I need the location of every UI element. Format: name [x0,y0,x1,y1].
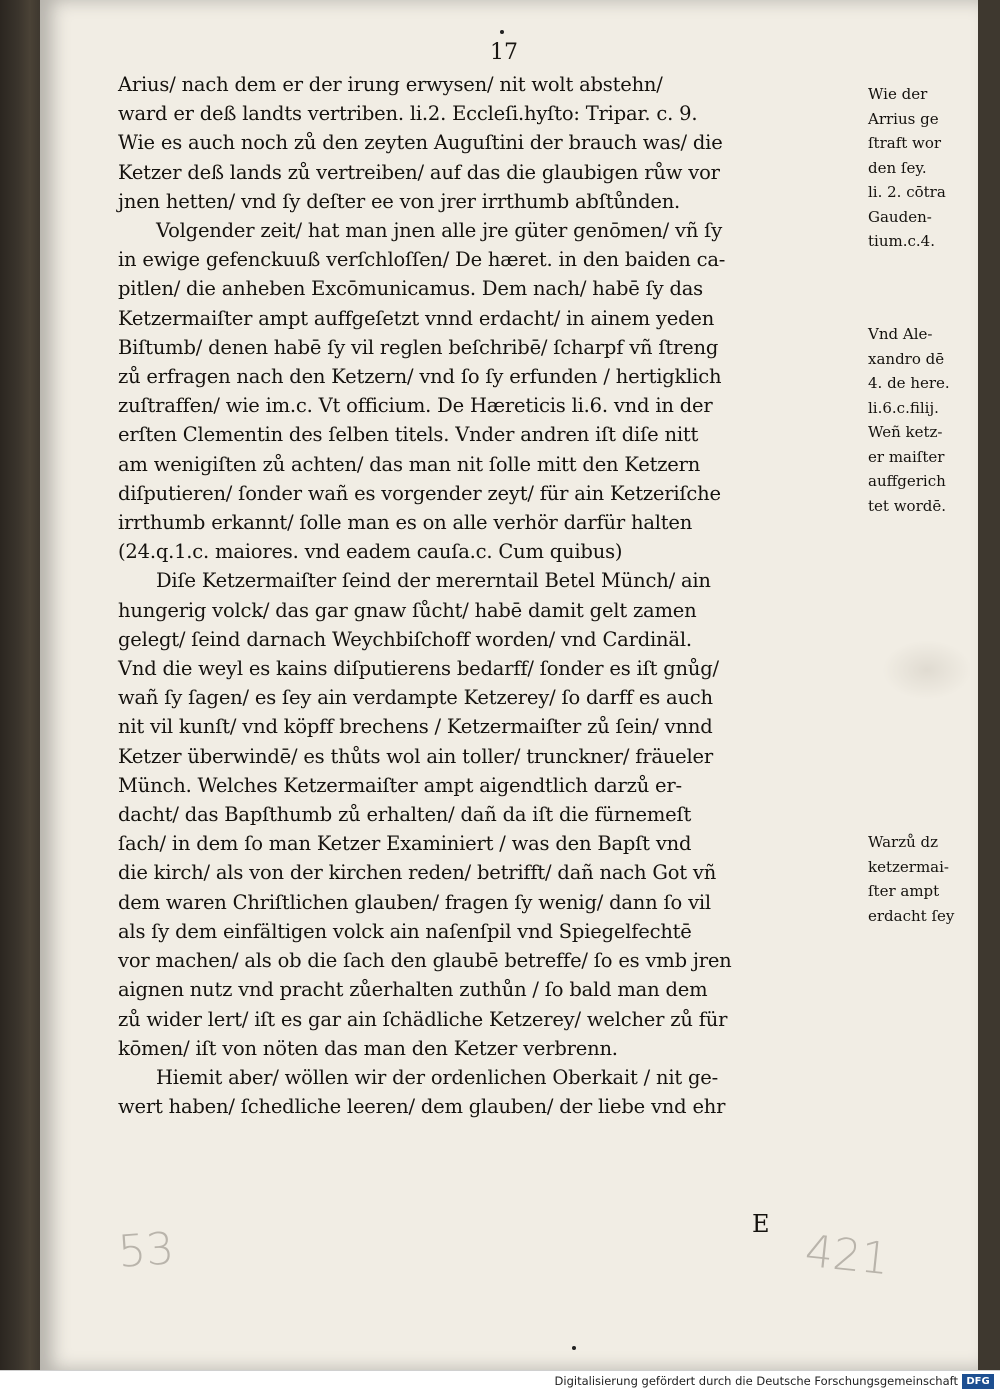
margin-note-line: Arrius ge [868,109,939,128]
margin-note-line: tium.c.4. [868,232,935,250]
margin-note-line: ſtraft wor [868,134,942,152]
margin-note-line: Warzů dz [868,833,939,851]
text-line: Ketzermaiſter ampt auffgeſetzt vnnd erdacht/ in ainem yeden [118,306,715,330]
text-line: die kirch/ als von der kirchen reden/ betrifft/ dañ nach Got vñ [118,861,717,885]
margin-note-arius [868,82,993,254]
body-text [118,70,858,1121]
margin-note-line: Weñ ketz- [868,423,943,441]
text-line: Wie es auch noch zů den zeyten Auguſtini der brauch was/ die [118,131,723,155]
text-line: ward er deß landts vertriben. li.2. Eccleſi.hyſto: Tripar. c. 9. [118,102,698,126]
text-line: gelegt/ ſeind darnach Weychbiſchoff worden/ vnd Cardinäl. [118,627,692,651]
margin-note-line: Vnd Ale- [868,325,933,343]
margin-note-line: den ſey. [868,158,927,177]
text-line: zů wider lert/ iſt es gar ain ſchädliche Ketzerey/ welcher zů für [118,1007,728,1031]
text-line: Ketzer überwindē/ es thůts wol ain toller/ trunckner/ fräueler [118,744,714,768]
margin-note-line: li.6.c.filij. [868,398,939,417]
margin-note-line: er maiſter [868,447,945,466]
text-line: erſten Clementin des ſelben titels. Vnder andren iſt diſe nitt [118,423,699,447]
page-mark-bottom [572,1346,576,1350]
text-line: als ſy dem einfältigen volck ain naſenſpil vnd Spiegelfechtē [118,919,692,943]
margin-note-line: erdacht ſey [868,906,955,925]
book-page [40,0,978,1370]
text-line: wert haben/ ſchedliche leeren/ dem glauben/ der liebe vnd ehr [118,1095,726,1119]
text-line: zů erfragen nach den Ketzern/ vnd ſo ſy erfunden / hertigklich [118,365,722,389]
text-line: Diſe Ketzermaiſter ſeind der mererntail Betel Münch/ ain [156,569,711,593]
text-line: Biſtumb/ denen habē ſy vil reglen beſchribē/ ſcharpf vñ ſtreng [118,335,719,359]
text-line: dem waren Chriſtlichen glauben/ fragen ſy wenig/ dann ſo vil [118,890,711,914]
text-line: vor machen/ als ob die ſach den glaubē betreffe/ ſo es vmb jren [118,949,732,973]
text-line: in ewige gefenckuuß verſchloſſen/ De hæret. in den baiden ca- [118,248,726,272]
text-line: Arius/ nach dem er der irung erwysen/ nit wolt abstehn/ [118,73,663,96]
margin-note-line: li. 2. cōtra [868,183,946,201]
pencil-number-left: 53 [116,1223,176,1278]
text-line: Volgender zeit/ hat man jnen alle jre güter genōmen/ vñ ſy [156,219,723,243]
margin-note-line: Wie der [868,85,928,103]
text-line: ſach/ in dem ſo man Ketzer Examiniert / was den Bapſt vnd [118,832,692,856]
footer-bar [0,1370,1000,1393]
text-line: pitlen/ die anheben Excōmunicamus. Dem nach/ habē ſy das [118,277,703,301]
margin-note-line: xandro dē [868,349,945,368]
margin-note-ketzermaister [868,830,993,928]
margin-note-line: ſter ampt [868,882,940,900]
text-line: (24.q.1.c. maiores. vnd eadem cauſa.c. Cum quibus) [118,540,623,564]
margin-note-line: ketzermai- [868,857,949,876]
text-line: irrthumb erkannt/ ſolle man es on alle verhör darfür halten [118,511,693,535]
margin-note-line: tet wordē. [868,496,946,515]
text-line: dacht/ das Bapſthumb zů erhalten/ dañ da iſt die fürnemeſt [118,803,692,827]
text-line: aignen nutz vnd pracht zůerhalten zuthůn / ſo bald man dem [118,978,708,1002]
text-line: Hiemit aber/ wöllen wir der ordenlichen Oberkait / nit ge- [156,1065,719,1089]
footer-credit: Digitalisierung gefördert durch die Deutsche Forschungsgemeinschaft [554,1374,958,1388]
margin-note-line: auffgerich [868,472,946,490]
margin-note-line: 4. de here. [868,374,950,392]
page-mark-top [500,30,504,34]
text-line: kōmen/ iſt von nöten das man den Ketzer verbrenn. [118,1036,618,1060]
text-line: diſputieren/ ſonder wañ es vorgender zeyt/ für ain Ketzeriſche [118,481,721,505]
ink-bleed-through [882,640,972,700]
text-line: zuſtraffen/ wie im.c. Vt officium. De Hæreticis li.6. vnd in der [118,394,713,418]
dfg-logo-icon: DFG [962,1374,994,1389]
margin-note-alexandro [868,322,993,518]
page-number: 17 [490,40,518,65]
catchword: E [752,1210,770,1238]
text-line: jnen hetten/ vnd ſy deſter ee von jrer irrthumb abſtůnden. [118,189,681,213]
text-line: wañ ſy ſagen/ es ſey ain verdampte Ketzerey/ ſo darff es auch [118,686,713,710]
text-line: Münch. Welches Ketzermaiſter ampt aigendtlich darzů er- [118,773,682,797]
text-line: Vnd die weyl es kains diſputierens bedarff/ ſonder es iſt gnůg/ [118,657,719,681]
text-line: nit vil kunſt/ vnd köpff brechens / Ketzermaiſter zů ſein/ vnnd [118,715,713,739]
text-line: Ketzer deß lands zů vertreiben/ auf das die glaubigen růw vor [118,160,720,184]
text-line: hungerig volck/ das gar gnaw ſůcht/ habē damit gelt zamen [118,598,697,622]
text-line: am wenigiſten zů achten/ das man nit ſolle mitt den Ketzern [118,452,701,476]
margin-note-line: Gauden- [868,207,932,226]
pencil-number-right: 421 [802,1225,892,1286]
